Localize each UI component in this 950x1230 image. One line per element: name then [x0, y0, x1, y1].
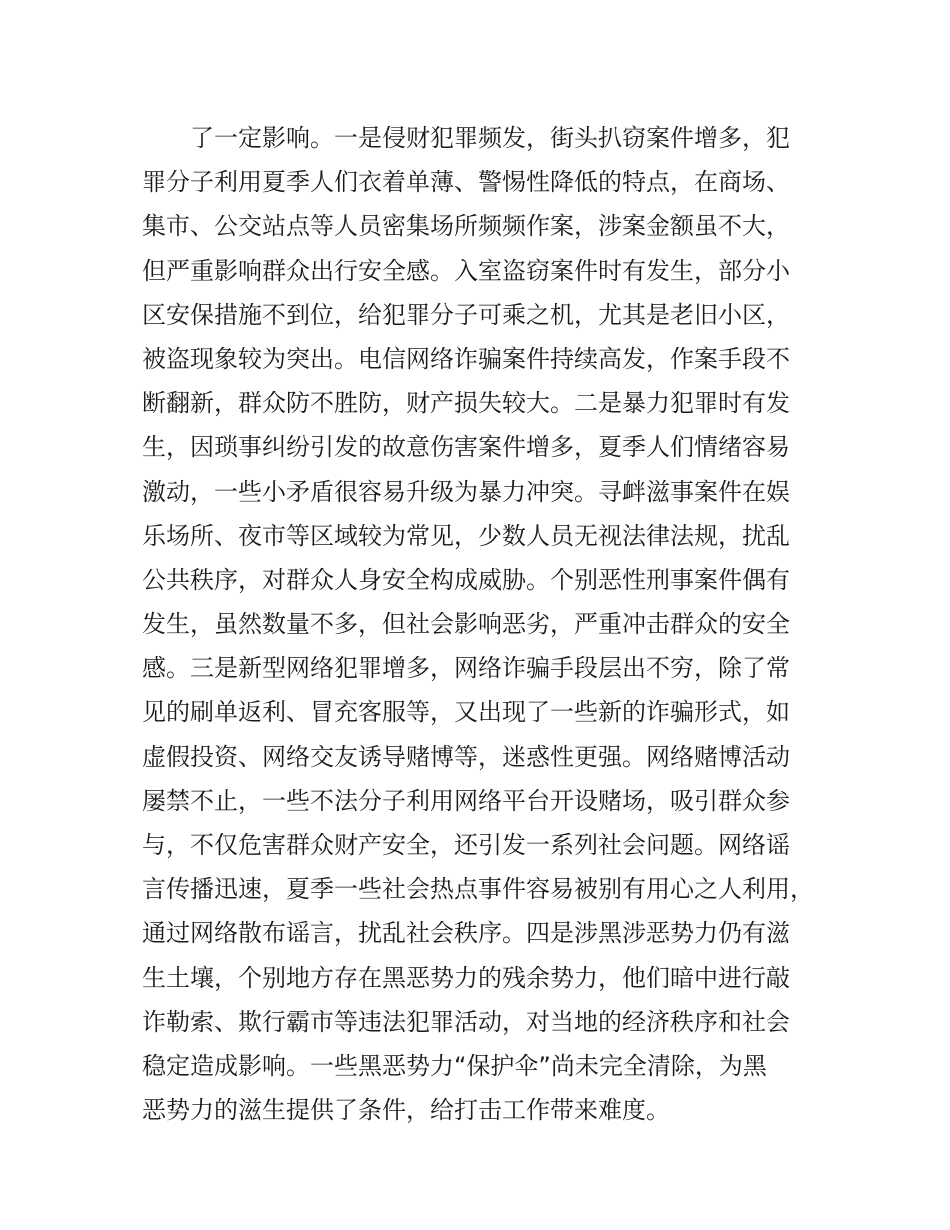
- text-line: 公共秩序，对群众人身安全构成威胁。个别恶性刑事案件偶有: [142, 565, 790, 594]
- text-line: 生，因琐事纠纷引发的故意伤害案件增多，夏季人们情绪容易: [142, 433, 790, 462]
- text-line: 断翻新，群众防不胜防，财产损失较大。二是暴力犯罪时有发: [142, 389, 790, 418]
- text-line: 诈勒索、欺行霸市等违法犯罪活动，对当地的经济秩序和社会: [142, 1007, 790, 1036]
- text-line: 稳定造成影响。一些黑恶势力“保护伞”尚未完全清除，为黑: [142, 1051, 767, 1080]
- text-line: 生土壤，个别地方存在黑恶势力的残余势力，他们暗中进行敲: [142, 963, 790, 992]
- text-line: 恶势力的滋生提供了条件，给打击工作带来难度。: [142, 1096, 670, 1125]
- text-line: 罪分子利用夏季人们衣着单薄、警惕性降低的特点，在商场、: [142, 168, 790, 197]
- text-line: 集市、公交站点等人员密集场所频频作案，涉案金额虽不大，: [142, 212, 790, 241]
- text-line: 了一定影响。一是侵财犯罪频发，街头扒窃案件增多，犯: [190, 124, 790, 152]
- text-line: 被盗现象较为突出。电信网络诈骗案件持续高发，作案手段不: [142, 344, 790, 373]
- text-line: 屡禁不止，一些不法分子利用网络平台开设赌场，吸引群众参: [142, 786, 790, 815]
- text-line: 虚假投资、网络交友诱导赌博等，迷惑性更强。网络赌博活动: [142, 742, 790, 771]
- text-line: 通过网络散布谣言，扰乱社会秩序。四是涉黑涉恶势力仍有滋: [142, 919, 790, 948]
- text-line: 与，不仅危害群众财产安全，还引发一系列社会问题。网络谣: [142, 831, 790, 859]
- text-line: 言传播迅速，夏季一些社会热点事件容易被别有用心之人利用，: [142, 875, 814, 904]
- text-line: 感。三是新型网络犯罪增多，网络诈骗手段层出不穷，除了常: [142, 654, 790, 683]
- text-line: 但严重影响群众出行安全感。入室盗窃案件时有发生，部分小: [142, 256, 790, 285]
- text-line: 发生，虽然数量不多，但社会影响恶劣，严重冲击群众的安全: [142, 610, 790, 639]
- text-line: 激动，一些小矛盾很容易升级为暴力冲突。寻衅滋事案件在娱: [142, 477, 790, 506]
- body-paragraph: [142, 116, 842, 1132]
- text-line: 见的刷单返利、冒充客服等，又出现了一些新的诈骗形式，如: [142, 698, 790, 727]
- text-line: 乐场所、夜市等区域较为常见，少数人员无视法律法规，扰乱: [142, 521, 790, 550]
- text-line: 区安保措施不到位，给犯罪分子可乘之机，尤其是老旧小区，: [142, 300, 790, 329]
